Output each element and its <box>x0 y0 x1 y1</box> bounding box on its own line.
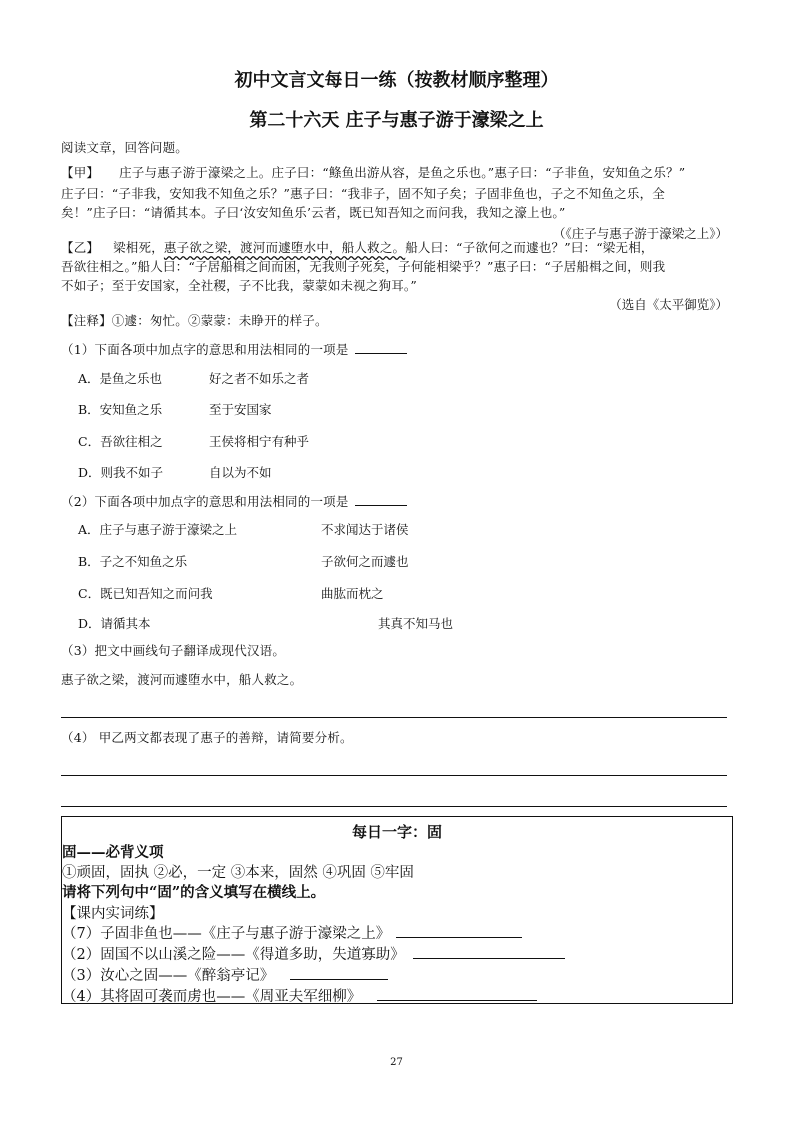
question-4-answer-line-2[interactable] <box>61 806 727 807</box>
q2-option-c-right: 曲肱而枕之 <box>321 586 384 601</box>
q2-option-a-right: 不求闻达于诸侯 <box>321 522 409 537</box>
q1-option-c-right: 王侯将相宁有种乎 <box>209 434 310 449</box>
practice-item-1-blank[interactable] <box>396 923 522 938</box>
q1-option-a-left: A．是鱼之乐也 <box>78 371 163 386</box>
page-title: 初中文言文每日一练（按教材顺序整理） <box>234 70 559 91</box>
passage-b-text-1a: 梁相死， <box>113 240 164 255</box>
practice-item-4 <box>62 985 537 1006</box>
passage-a-line-3: 矣！”庄子曰：“请循其本。子曰‘汝安知鱼乐’云者，既已知吾知之而问我，我知之濠上也。” <box>61 205 566 220</box>
practice-item-2-blank[interactable] <box>413 944 565 959</box>
question-3-sentence: 惠子欲之梁，渡河而遽堕水中，船人救之。 <box>61 672 303 687</box>
practice-item-4-blank[interactable] <box>377 986 537 1001</box>
question-4-answer-line-1[interactable] <box>61 775 727 776</box>
question-1-text: （1）下面各项中加点字的意思和用法相同的一项是 <box>61 342 349 357</box>
passage-b-source: （选自《太平御览》） <box>609 297 728 312</box>
practice-item-1 <box>62 922 522 943</box>
intro-text: 阅读文章，回答问题。 <box>61 140 189 155</box>
passage-a-label: 【甲】 <box>61 165 100 180</box>
daily-word-title: 每日一字：固 <box>351 823 442 841</box>
question-4-stem: （4） 甲乙两文都表现了惠子的善辩，请简要分析。 <box>61 730 353 745</box>
daily-word-heading: 固——必背义项 <box>62 844 164 861</box>
q1-option-a-right: 好之者不如乐之者 <box>209 371 310 386</box>
practice-label: 【课内实词练】 <box>62 906 164 922</box>
q1-option-c-left: C．吾欲往相之 <box>78 434 163 449</box>
question-3-stem: （3）把文中画线句子翻译成现代汉语。 <box>61 643 286 658</box>
question-1-stem <box>61 340 407 358</box>
q2-option-a-left: A．庄子与惠子游于濠梁之上 <box>78 522 238 537</box>
q1-option-b-right: 至于安国家 <box>209 402 272 417</box>
question-1-answer-blank[interactable] <box>355 340 407 354</box>
passage-b-line-1 <box>61 240 654 256</box>
q2-option-b-left: B．子之不知鱼之乐 <box>78 554 188 569</box>
practice-item-3-text: （3）汝心之固——《醉翁亭记》 <box>62 968 275 984</box>
passage-b-text-1b: 船人曰：“子欲何之而遽也？”曰：“梁无相， <box>405 240 654 255</box>
passage-a-line-2: 庄子曰：“子非我，安知我不知鱼之乐？”惠子曰：“我非子，固不知子矣；子固非鱼也，子之不知鱼之乐，全 <box>61 186 665 201</box>
passage-a-source: （《庄子与惠子游于濠梁之上》） <box>552 226 728 241</box>
passage-b-line-2: 吾欲往相之。”船人曰：“子居船楫之间而困，无我则子死矣，子何能相梁乎？”惠子曰：“子居船楫之间，则我 <box>61 259 666 274</box>
daily-word-box <box>61 816 733 1004</box>
passage-a-text-1: 庄子与惠子游于濠梁之上。庄子曰：“鲦鱼出游从容，是鱼之乐也。”惠子曰：“子非鱼，安知鱼之乐？” <box>119 165 686 180</box>
question-3-answer-line[interactable] <box>61 717 727 718</box>
practice-item-3 <box>62 964 388 985</box>
passage-b-label: 【乙】 <box>61 240 100 255</box>
q1-option-d-right: 自以为不如 <box>209 465 272 480</box>
daily-word-instruction: 请将下列句中“固”的含义填写在横线上。 <box>62 884 326 901</box>
question-2-stem <box>61 492 407 510</box>
passage-a-line-1 <box>61 165 685 181</box>
practice-item-2-text: （2）固国不以山溪之险——《得道多助，失道寡助》 <box>62 947 405 963</box>
q2-option-b-right: 子欲何之而遽也 <box>321 554 409 569</box>
underlined-sentence: 惠子欲之梁，渡河而遽堕水中，船人救之。 <box>163 240 406 255</box>
q2-option-c-left: C．既已知吾知之而问我 <box>78 586 213 601</box>
practice-item-3-blank[interactable] <box>290 965 388 980</box>
practice-item-1-text: （7）子固非鱼也——《庄子与惠子游于濠梁之上》 <box>62 926 391 942</box>
q1-option-b-left: B．安知鱼之乐 <box>78 402 163 417</box>
notes: 【注释】①遽：匆忙。②蒙蒙：未睁开的样子。 <box>61 313 328 328</box>
daily-word-meanings: ①顽固，固执 ②必，一定 ③本来，固然 ④巩固 ⑤牢固 <box>62 865 414 881</box>
question-2-answer-blank[interactable] <box>355 492 407 506</box>
practice-item-4-text: （4）其将固可袭而虏也——《周亚夫军细柳》 <box>62 989 362 1005</box>
page-number: 27 <box>390 1057 403 1068</box>
passage-b-line-3: 不如子；至于安国家，全社稷，子不比我，蒙蒙如未视之狗耳。” <box>61 278 417 293</box>
q2-option-d-left: D．请循其本 <box>78 616 151 631</box>
practice-item-2 <box>62 943 565 964</box>
q2-option-d-right: 其真不知马也 <box>378 616 454 631</box>
lesson-title: 第二十六天 庄子与惠子游于濠梁之上 <box>249 110 544 131</box>
q1-option-d-left: D．则我不如子 <box>78 465 164 480</box>
question-2-text: （2）下面各项中加点字的意思和用法相同的一项是 <box>61 494 349 509</box>
